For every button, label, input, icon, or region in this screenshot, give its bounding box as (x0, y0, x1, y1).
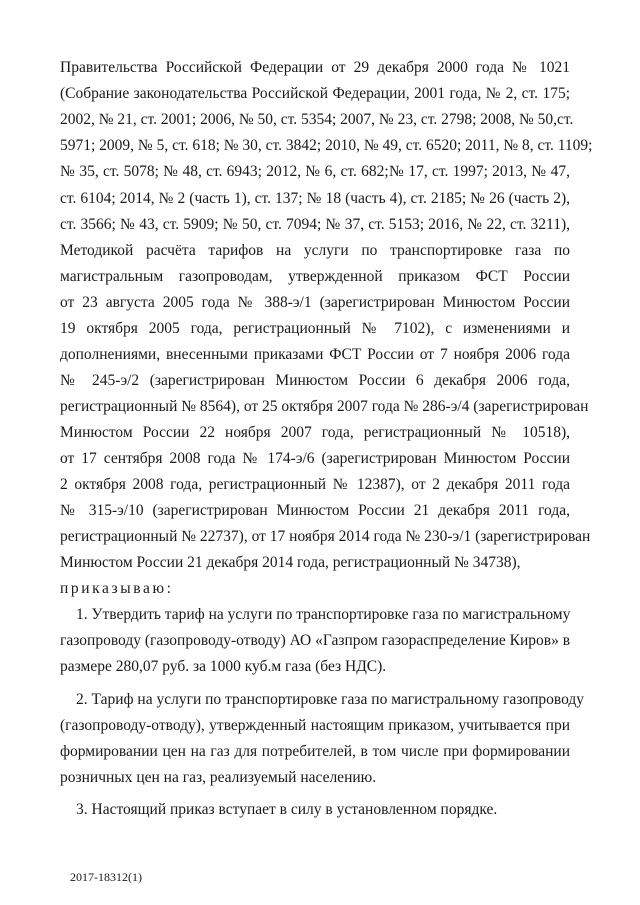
body-line: Методикой расчёта тарифов на услуги по транспортировке газа по (60, 242, 570, 259)
body-line: магистральным газопроводам, утвержденной приказом ФСТ России (60, 268, 570, 285)
body-line: 5971; 2009, № 5, ст. 618; № 30, ст. 3842; 2010, № 49, ст. 6520; 2011, № 8, ст. 1109; (60, 137, 593, 154)
body-line: 19 октября 2005 года, регистрационный № 7102), с изменениями и (60, 320, 570, 337)
body-line: ст. 6104; 2014, № 2 (часть 1), ст. 137; № 18 (часть 4), ст. 2185; № 26 (часть 2), (60, 190, 570, 207)
item-2-line: (газопроводу-отводу), утвержденный настоящим приказом, учитывается при (60, 717, 570, 734)
body-line: дополнениями, внесенными приказами ФСТ России от 7 ноября 2006 года (60, 346, 570, 363)
body-line: Минюстом России 22 ноября 2007 года, регистрационный № 10518), (60, 424, 570, 441)
body-line: Правительства Российской Федерации от 29 декабря 2000 года № 1021 (60, 59, 570, 76)
body-line: № 245-э/2 (зарегистрирован Минюстом России 6 декабря 2006 года, (60, 372, 570, 389)
item-3-line: 3. Настоящий приказ вступает в силу в установленном порядке. (76, 801, 498, 818)
item-2-line: 2. Тариф на услуги по транспортировке газа по магистральному газопроводу (76, 691, 585, 708)
item-2-line: розничных цен на газ, реализуемый населению. (60, 769, 377, 786)
item-1-line: газопроводу (газопроводу-отводу) АО «Газпром газораспределение Киров» в (60, 632, 571, 649)
body-line: 2 октября 2008 года, регистрационный № 12387), от 2 декабря 2011 года (60, 476, 570, 493)
body-line: от 23 августа 2005 года № 388-э/1 (зарегистрирован Минюстом России (60, 294, 570, 311)
body-line: 2002, № 21, ст. 2001; 2006, № 50, ст. 5354; 2007, № 23, ст. 2798; 2008, № 50,ст. (60, 111, 574, 128)
body-line: ст. 3566; № 43, ст. 5909; № 50, ст. 7094; № 37, ст. 5153; 2016, № 22, ст. 3211), (60, 216, 570, 233)
body-line: Минюстом России 21 декабря 2014 года, регистрационный № 34738), (60, 554, 521, 571)
item-2-line: формировании цен на газ для потребителей, в том числе при формировании (60, 743, 570, 760)
item-1-line: 1. Утвердить тариф на услуги по транспортировке газа по магистральному (76, 606, 571, 623)
body-line: № 35, ст. 5078; № 48, ст. 6943; 2012, № 6, ст. 682;№ 17, ст. 1997; 2013, № 47, (60, 163, 570, 180)
body-line: № 315-э/10 (зарегистрирован Минюстом России 21 декабря 2011 года, (60, 502, 570, 519)
body-line: регистрационный № 8564), от 25 октября 2007 года № 286-э/4 (зарегистрирован (60, 398, 589, 415)
body-line: регистрационный № 22737), от 17 ноября 2014 года № 230-э/1 (зарегистрирован (60, 528, 591, 545)
order-word: приказываю: (60, 580, 174, 597)
document-code: 2017-18312(1) (70, 870, 142, 884)
body-line: (Собрание законодательства Российской Федерации, 2001 года, № 2, ст. 175; (60, 85, 570, 102)
item-1-line: размере 280,07 руб. за 1000 куб.м газа (без НДС). (60, 658, 387, 675)
body-line: от 17 сентября 2008 года № 174-э/6 (зарегистрирован Минюстом России (60, 450, 570, 467)
